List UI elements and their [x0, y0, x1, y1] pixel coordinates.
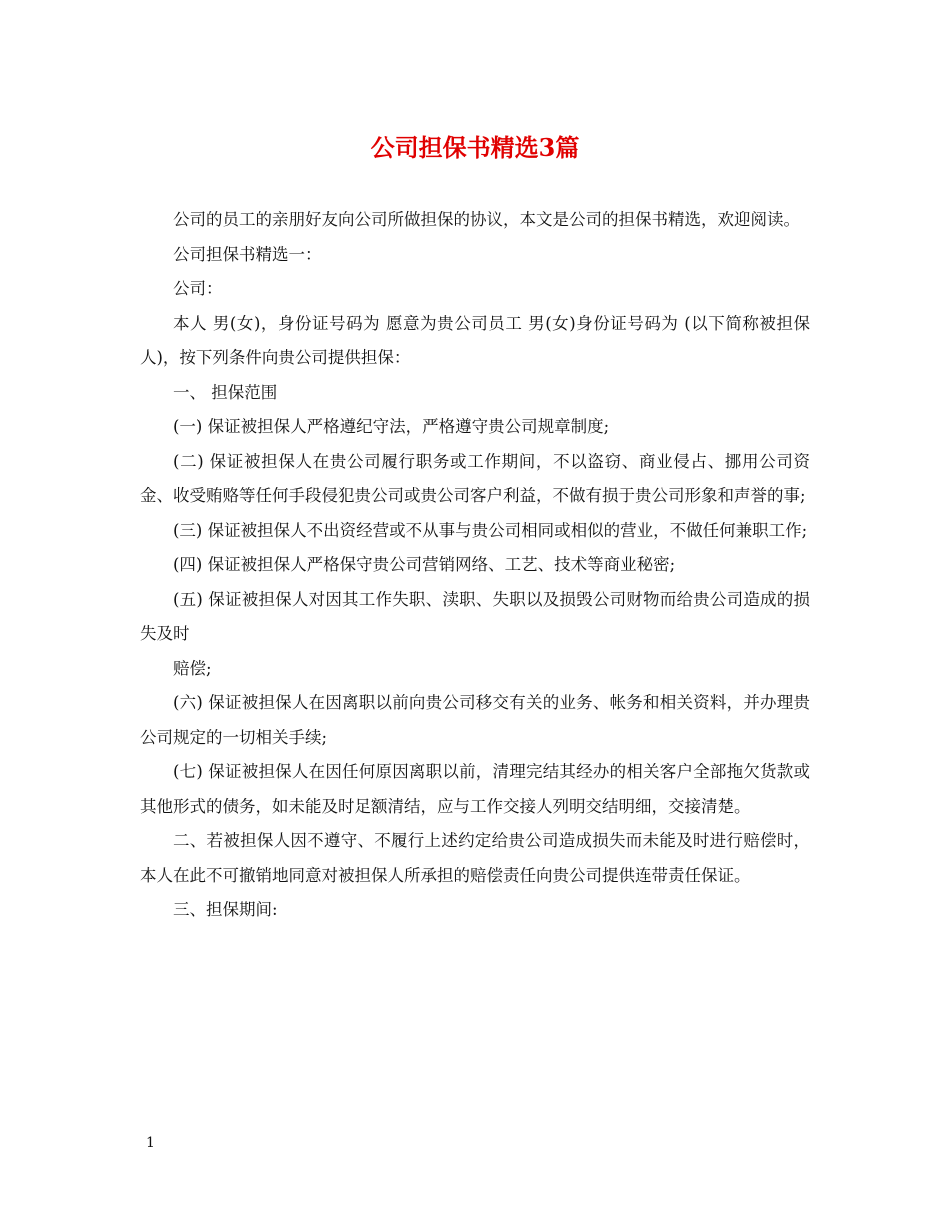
- paragraph-clause-5: (五) 保证被担保人对因其工作失职、渎职、失职以及损毁公司财物而给贵公司造成的损失及时: [140, 589, 810, 643]
- paragraph-clause-7: (七) 保证被担保人在因任何原因离职以前，清理完结其经办的相关客户全部拖欠货款或其他形式的债务，如未能及时足额清结，应与工作交接人列明交结明细，交接清楚。: [140, 762, 810, 816]
- paragraph-clause-2: (二) 保证被担保人在贵公司履行职务或工作期间，不以盗窃、商业侵占、挪用公司资金、收受贿赂等任何手段侵犯贵公司或贵公司客户利益，不做有损于贵公司形象和声誉的事;: [140, 451, 810, 505]
- paragraph-section-heading: 公司担保书精选一：: [173, 244, 322, 264]
- paragraph-clause-3: (三) 保证被担保人不出资经营或不从事与贵公司相同或相似的营业，不做任何兼职工作;: [173, 520, 808, 540]
- paragraph-clause-6: (六) 保证被担保人在因离职以前向贵公司移交有关的业务、帐务和相关资料，并办理贵公司规定的一切相关手续;: [140, 693, 810, 747]
- paragraph-scope-heading: 一、 担保范围: [173, 382, 278, 402]
- paragraph-intro: 公司的员工的亲朋好友向公司所做担保的协议，本文是公司的担保书精选，欢迎阅读。: [173, 210, 800, 229]
- document-title: 公司担保书精选3篇: [370, 133, 580, 162]
- document-body: [140, 203, 810, 928]
- paragraph-clause-4: (四) 保证被担保人严格保守贵公司营销网络、工艺、技术等商业秘密;: [173, 555, 676, 574]
- paragraph-guarantor-statement: 本人 男(女)，身份证号码为 愿意为贵公司员工 男(女)身份证号码为 (以下简称被担保人)，按下列条件向贵公司提供担保：: [140, 313, 810, 367]
- paragraph-clause-1: (一) 保证被担保人严格遵纪守法，严格遵守贵公司规章制度;: [173, 417, 610, 436]
- paragraph-liability: 二、若被担保人因不遵守、不履行上述约定给贵公司造成损失而未能及时进行赔偿时，本人在此不可撤销地同意对被担保人所承担的赔偿责任向贵公司提供连带责任保证。: [140, 831, 810, 885]
- paragraph-clause-5-continued: 赔偿;: [173, 658, 212, 678]
- page-number: 1: [146, 1135, 155, 1151]
- paragraph-period-heading: 三、担保期间:: [173, 900, 278, 919]
- paragraph-addressee: 公司：: [173, 279, 223, 298]
